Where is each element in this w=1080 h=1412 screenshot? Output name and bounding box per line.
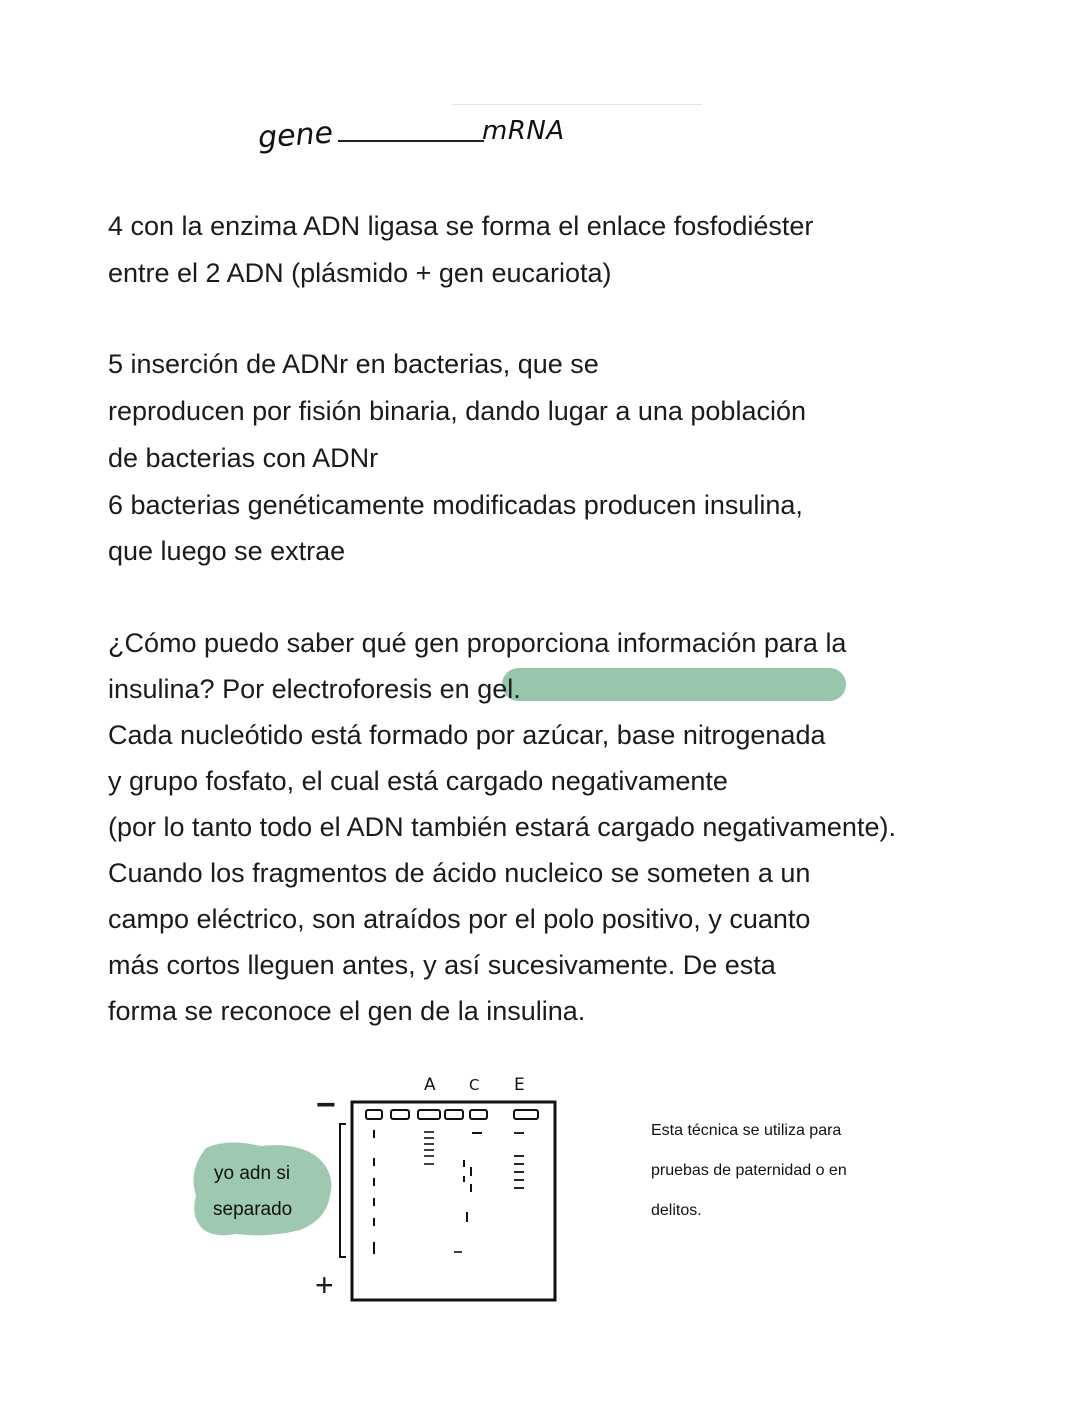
step4-line1: 4 con la enzima ADN ligasa se forma el enlace fosfodiéster [108,211,814,241]
step5-line2: reproducen por fisión binaria, dando lugar a una población [108,396,806,426]
lane-a-bands [424,1132,462,1252]
gel-box [352,1102,555,1300]
gene-label: gene [256,115,335,156]
step4-line2: entre el 2 ADN (plásmido + gen eucariota) [108,258,612,288]
bubble-line1: yo adn si [214,1163,291,1184]
explanation-line5: campo eléctrico, son atraídos por el polo positivo, y cuanto [108,904,811,934]
gel-bracket [340,1124,346,1257]
well [470,1110,487,1119]
mrna-label: mRNA [482,116,565,146]
well [445,1110,463,1119]
well [391,1110,409,1119]
explanation-line4: Cuando los fragmentos de ácido nucleico se someten a un [108,858,811,888]
explanation-line3: (por lo tanto todo el ADN también estará cargado negativamente). [108,812,896,842]
gel-electrophoresis-diagram [330,1092,566,1308]
explanation-line6: más cortos lleguen antes, y así sucesivamente. De esta [108,950,776,980]
lane-e-bands [514,1133,524,1188]
lane-label-a: A [424,1075,436,1095]
well [418,1110,440,1119]
minus-sign: − [316,1086,336,1124]
faint-top-line [452,104,702,105]
explanation-line7: forma se reconoce el gen de la insulina. [108,996,586,1026]
explanation-line2: y grupo fosfato, el cual está cargado negativamente [108,766,728,796]
lane-c-bands [464,1133,482,1222]
side-note-line1: Esta técnica se utiliza para [651,1122,842,1139]
plus-sign: + [315,1267,334,1303]
step6-line1: 6 bacterias genéticamente modificadas producen insulina, [108,490,803,520]
gel-highlight [502,668,846,701]
side-note-line3: delitos. [651,1202,702,1219]
well [366,1110,382,1119]
question-line1: ¿Cómo puedo saber qué gen proporciona información para la [108,628,847,658]
lane-label-c: C [469,1076,480,1094]
step5-line1: 5 inserción de ADNr en bacterias, que se [108,349,599,379]
question-line2: insulina? Por electroforesis en gel. [108,674,521,704]
note-bubble-shape [188,1140,338,1240]
well [514,1110,538,1119]
step5-line3: de bacterias con ADNr [108,443,379,473]
explanation-line1: Cada nucleótido está formado por azúcar, base nitrogenada [108,720,826,750]
gene-mrna-arrow-line [338,140,484,142]
lane-label-e: E [514,1075,525,1095]
side-note-line2: pruebas de paternidad o en [651,1162,847,1179]
step6-line2: que luego se extrae [108,536,346,566]
bubble-line2: separado [213,1199,293,1220]
